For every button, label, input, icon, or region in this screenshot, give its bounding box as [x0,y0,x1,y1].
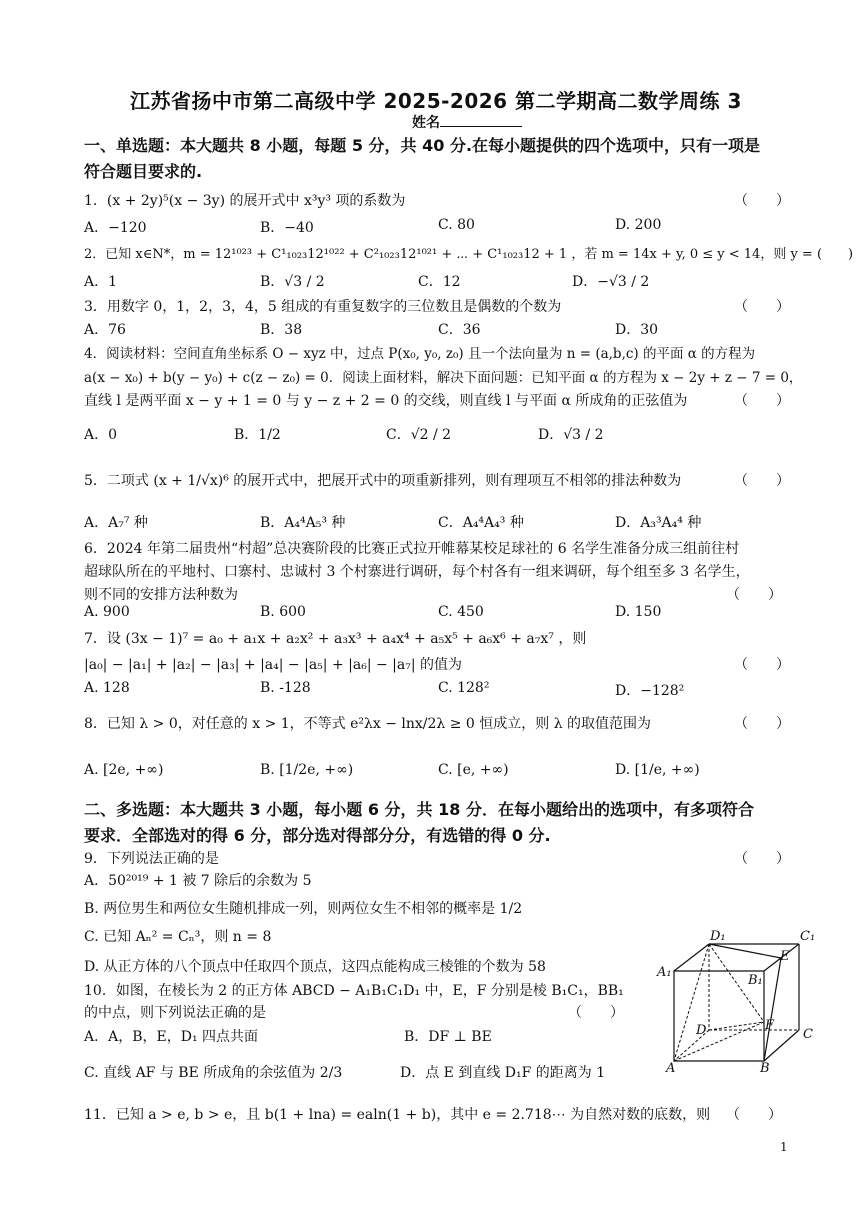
segment-d-f [709,1022,764,1030]
q8-option-b[interactable]: B. [1/2e, +∞) [260,762,354,778]
question-10-stem-line2: 的中点，则下列说法正确的是 [84,1005,266,1021]
question-4-stem-line1: 4．阅读材料：空间直角坐标系 O − xyz 中，过点 P(x₀, y₀, z₀) 且一个法向量为 n = (a,b,c) 的平面 α 的方程为 [84,346,756,362]
name-label: 姓名 [412,115,440,131]
label-f: F [765,1018,775,1033]
question-10-stem-line1: 10．如图，在棱长为 2 的正方体 ABCD − A₁B₁C₁D₁ 中，E，F 分别是棱 B₁C₁，BB₁ [84,983,624,999]
q1-option-a[interactable]: A．−120 [84,220,147,236]
answer-paren-11[interactable]: （ ） [726,1107,782,1123]
q6-option-a[interactable]: A. 900 [84,604,130,620]
question-4-stem-line2: a(x − x₀) + b(y − y₀) + c(z − z₀) = 0．阅读上面材料，解决下面问题：已知平面 α 的方程为 x − 2y + z − 7 = 0， [84,370,803,386]
section-multi-heading-cont: 要求．全部选对的得 6 分，部分选对得部分分，有选错的得 0 分. [84,826,551,845]
q10-option-c[interactable]: C. 直线 AF 与 BE 所成角的余弦值为 2/3 [84,1065,343,1081]
answer-paren-5[interactable]: （ ） [734,473,790,489]
segment-e-b [764,958,781,1061]
q1-option-b[interactable]: B．−40 [260,220,314,236]
question-6-stem-line2: 超球队所在的平地村、口寨村、忠诚村 3 个村寨进行调研，每个村各有一组来调研，每个组至多 3 名学生， [84,564,750,580]
q4-option-b[interactable]: B．1/2 [234,427,281,443]
answer-paren-4[interactable]: （ ） [734,393,790,409]
question-7-stem-line2: |a₀| − |a₁| + |a₂| − |a₃| + |a₄| − |a₅| + |a₆| − |a₇| 的值为 [84,657,463,673]
answer-paren-10[interactable]: （ ） [568,1005,624,1021]
q10-option-a[interactable]: A．A，B，E，D₁ 四点共面 [84,1029,259,1045]
question-5-stem: 5．二项式 (x + 1/√x)⁶ 的展开式中，把展开式中的项重新排列，则有理项互不相邻的排法种数为 [84,473,682,489]
question-7-stem-line1: 7．设 (3x − 1)⁷ = a₀ + a₁x + a₂x² + a₃x³ + a₄x⁴ + a₅x⁵ + a₆x⁶ + a₇x⁷ ，则 [84,631,587,647]
edge-a1-d1 [674,944,709,971]
q6-option-d[interactable]: D. 150 [615,604,662,620]
answer-paren-1[interactable]: （ ） [734,193,790,209]
q2-option-b[interactable]: B．√3 / 2 [260,274,325,290]
answer-paren-8[interactable]: （ ） [734,716,790,732]
answer-paren-3[interactable]: （ ） [734,299,790,315]
question-8-stem: 8．已知 λ > 0，对任意的 x > 1，不等式 e²λx − lnx/2λ ≥ 0 恒成立，则 λ 的取值范围为 [84,716,652,732]
q10-option-d[interactable]: D．点 E 到直线 D₁F 的距离为 1 [400,1065,606,1081]
q2-option-c[interactable]: C．12 [418,274,461,290]
segment-a-f [674,1022,764,1061]
q5-option-a[interactable]: A．A₇⁷ 种 [84,515,148,531]
page-title: 江苏省扬中市第二高级中学 2025-2026 第二学期高二数学周练 3 [130,89,742,113]
answer-paren-6[interactable]: （ ） [726,587,782,603]
label-a: A [666,1061,676,1076]
label-c1: C₁ [800,929,816,944]
cube-figure [654,926,822,1076]
q9-option-c[interactable]: C. 已知 Aₙ² = Cₙ³，则 n = 8 [84,929,272,945]
q2-option-d[interactable]: D．−√3 / 2 [572,274,650,290]
q9-option-d[interactable]: D. 从正方体的八个顶点中任取四个顶点，这四点能构成三棱锥的个数为 58 [84,959,546,975]
segment-d1-e [709,944,781,958]
section-multi-heading: 二、多选题：本大题共 3 小题，每小题 6 分，共 18 分．在每小题给出的选项中，有多项符合 [84,800,754,819]
q6-option-c[interactable]: C. 450 [438,604,484,620]
label-c: C [803,1027,813,1042]
q8-option-c[interactable]: C. [e, +∞) [438,762,509,778]
q10-option-b[interactable]: B．DF ⊥ BE [404,1029,492,1045]
answer-paren-9[interactable]: （ ） [734,851,790,867]
label-a1: A₁ [657,965,672,980]
label-d: D [696,1023,707,1038]
question-4-stem-line3: 直线 l 是两平面 x − y + 1 = 0 与 y − z + 2 = 0 的交线，则直线 l 与平面 α 所成角的正弦值为 [84,393,688,409]
section-single-heading: 一、单选题：本大题共 8 小题，每题 5 分，共 40 分.在每小题提供的四个选项中，只有一项是 [84,136,761,155]
segment-d1-a [674,944,709,1061]
answer-paren-7[interactable]: （ ） [734,657,790,673]
section-single-heading-cont: 符合题目要求的. [84,162,203,181]
q5-option-b[interactable]: B．A₄⁴A₅³ 种 [260,515,346,531]
q4-option-c[interactable]: C．√2 / 2 [386,427,452,443]
question-6-stem-line3: 则不同的安排方法种数为 [84,587,238,603]
name-field[interactable] [412,112,522,132]
label-b: B [760,1061,770,1076]
q6-option-b[interactable]: B. 600 [260,604,306,620]
q4-option-a[interactable]: A．0 [84,427,118,443]
question-9-stem: 9．下列说法正确的是 [84,851,219,867]
question-1-stem: 1．(x + 2y)⁵(x − 3y) 的展开式中 x³y³ 项的系数为 [84,193,406,209]
q1-option-c[interactable]: C. 80 [438,217,475,233]
label-d1: D₁ [710,929,726,944]
q3-option-a[interactable]: A．76 [84,322,126,338]
label-e: E [780,949,790,964]
question-11-stem: 11．已知 a > e, b > e，且 b(1 + lna) = ealn(1 + b)，其中 e = 2.718⋯ 为自然对数的底数，则 [84,1107,711,1123]
label-b1: B₁ [748,973,763,988]
question-2-stem: 2．已知 x∈N*，m = 12¹⁰²³ + C¹₁₀₂₃12¹⁰²² + C²₁₀₂₃12¹⁰²¹ + ⋯ + C¹₁₀₂₃12 + 1 ，若 m = 14x + y, 0 ≤ y < 14，则 y = ( ) [84,247,854,262]
q3-option-d[interactable]: D．30 [615,322,659,338]
q7-option-b[interactable]: B. -128 [260,680,311,696]
question-3-stem: 3．用数字 0，1，2，3，4，5 组成的有重复数字的三位数且是偶数的个数为 [84,299,562,315]
q9-option-a[interactable]: A．50²⁰¹⁹ + 1 被 7 除后的余数为 5 [84,873,312,889]
edge-b-c [764,1030,799,1061]
q4-option-d[interactable]: D．√3 / 2 [538,427,604,443]
q3-option-b[interactable]: B．38 [260,322,303,338]
q5-option-c[interactable]: C．A₄⁴A₄³ 种 [438,515,524,531]
name-blank[interactable] [440,114,522,127]
q1-option-d[interactable]: D. 200 [615,217,662,233]
q7-option-d[interactable]: D．−128² [615,683,685,699]
page-number: 1 [780,1140,788,1154]
question-6-stem-line1: 6．2024 年第二届贵州“村超”总决赛阶段的比赛正式拉开帷幕某校足球社的 6 名学生准备分成三组前往村 [84,541,740,557]
q9-option-b[interactable]: B. 两位男生和两位女生随机排成一列，则两位女生不相邻的概率是 1/2 [84,901,523,917]
q5-option-d[interactable]: D．A₃³A₄⁴ 种 [615,515,702,531]
q8-option-d[interactable]: D. [1/e, +∞) [615,762,700,778]
q2-option-a[interactable]: A．1 [84,274,118,290]
q8-option-a[interactable]: A. [2e, +∞) [84,762,164,778]
q3-option-c[interactable]: C．36 [438,322,481,338]
q7-option-a[interactable]: A. 128 [84,680,130,696]
q7-option-c[interactable]: C. 128² [438,680,490,696]
